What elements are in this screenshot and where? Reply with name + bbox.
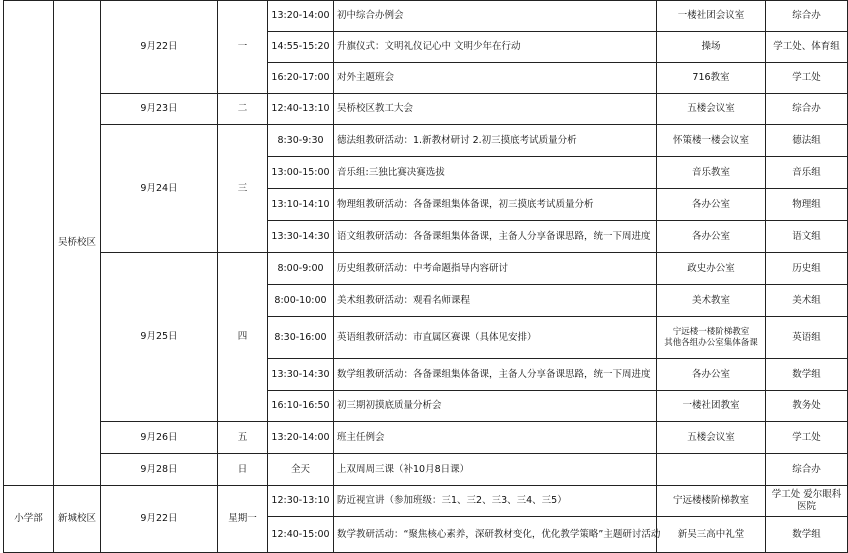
department-cell: 历史组 [766, 253, 848, 285]
time-cell: 16:10-16:50 [268, 391, 334, 422]
time-cell: 13:30-14:30 [268, 359, 334, 391]
content-cell: 初三期初摸底质量分析会 [334, 391, 657, 422]
content-cell: 德法组教研活动：1.新教材研讨 2.初三摸底考试质量分析 [334, 125, 657, 157]
location-cell: 各办公室 [657, 221, 766, 253]
weekday-cell: 四 [218, 253, 268, 422]
table-row [4, 1, 848, 32]
table-row [4, 454, 848, 486]
location-cell: 音乐教室 [657, 157, 766, 189]
time-cell: 16:20-17:00 [268, 63, 334, 94]
time-cell: 14:55-15:20 [268, 32, 334, 63]
time-cell: 13:00-15:00 [268, 157, 334, 189]
time-cell: 13:20-14:00 [268, 1, 334, 32]
location-cell: 新吴三高中礼堂 [657, 517, 766, 553]
location-cell: 五楼会议室 [657, 94, 766, 125]
time-cell: 13:10-14:10 [268, 189, 334, 221]
date-cell: 9月25日 [101, 253, 218, 422]
date-cell: 9月22日 [101, 486, 218, 553]
department-cell: 数学组 [766, 517, 848, 553]
time-cell: 8:00-10:00 [268, 285, 334, 317]
content-cell: 升旗仪式：文明礼仪记心中 文明少年在行动 [334, 32, 657, 63]
department-cell: 学工处、体育组 [766, 32, 848, 63]
content-cell: 物理组教研活动：各备课组集体备课，初三摸底考试质量分析 [334, 189, 657, 221]
unit-cell [4, 1, 54, 486]
location-cell: 政史办公室 [657, 253, 766, 285]
content-cell: 数学教研活动：“聚焦核心素养，深研教材变化，优化教学策略”主题研讨活动 [334, 517, 657, 553]
date-cell: 9月22日 [101, 1, 218, 94]
time-cell: 13:30-14:30 [268, 221, 334, 253]
time-cell: 8:00-9:00 [268, 253, 334, 285]
location-cell: 操场 [657, 32, 766, 63]
department-cell: 美术组 [766, 285, 848, 317]
location-cell: 716教室 [657, 63, 766, 94]
department-cell: 德法组 [766, 125, 848, 157]
schedule-sheet [3, 0, 842, 553]
weekday-cell: 三 [218, 125, 268, 253]
department-cell: 英语组 [766, 317, 848, 359]
time-cell: 8:30-16:00 [268, 317, 334, 359]
content-cell: 初中综合办例会 [334, 1, 657, 32]
department-cell: 数学组 [766, 359, 848, 391]
department-cell: 语文组 [766, 221, 848, 253]
weekday-cell: 二 [218, 94, 268, 125]
location-cell: 宁远楼楼阶梯教室 [657, 486, 766, 517]
location-cell: 宁远楼一楼阶梯教室 其他各组办公室集体备课 [657, 317, 766, 359]
table-row [4, 486, 848, 517]
department-cell: 学工处 [766, 63, 848, 94]
location-cell: 美术教室 [657, 285, 766, 317]
location-cell: 一楼社团教室 [657, 391, 766, 422]
department-cell: 物理组 [766, 189, 848, 221]
table-row [4, 253, 848, 285]
date-cell: 9月26日 [101, 422, 218, 454]
location-cell: 各办公室 [657, 189, 766, 221]
content-cell: 上双周周三课（补10月8日课） [334, 454, 657, 486]
weekday-cell: 五 [218, 422, 268, 454]
content-cell: 吴桥校区教工大会 [334, 94, 657, 125]
content-cell: 数学组教研活动：各备课组集体备课，主备人分享备课思路，统一下周进度 [334, 359, 657, 391]
date-cell: 9月24日 [101, 125, 218, 253]
schedule-table [3, 0, 848, 553]
location-cell: 各办公室 [657, 359, 766, 391]
department-cell: 学工处 爱尔眼科医院 [766, 486, 848, 517]
time-cell: 全天 [268, 454, 334, 486]
weekday-cell: 一 [218, 1, 268, 94]
department-cell: 综合办 [766, 454, 848, 486]
location-cell [657, 454, 766, 486]
time-cell: 12:40-15:00 [268, 517, 334, 553]
unit-cell: 小学部 [4, 486, 54, 553]
campus-cell: 新城校区 [54, 486, 101, 553]
content-cell: 对外主题班会 [334, 63, 657, 94]
weekday-cell: 日 [218, 454, 268, 486]
campus-cell: 吴桥校区 [54, 1, 101, 486]
department-cell: 学工处 [766, 422, 848, 454]
table-row [4, 94, 848, 125]
department-cell: 教务处 [766, 391, 848, 422]
date-cell: 9月23日 [101, 94, 218, 125]
department-cell: 综合办 [766, 94, 848, 125]
department-cell: 音乐组 [766, 157, 848, 189]
weekday-cell: 星期一 [218, 486, 268, 553]
content-cell: 美术组教研活动：观看名师课程 [334, 285, 657, 317]
time-cell: 12:30-13:10 [268, 486, 334, 517]
location-cell: 五楼会议室 [657, 422, 766, 454]
time-cell: 8:30-9:30 [268, 125, 334, 157]
time-cell: 12:40-13:10 [268, 94, 334, 125]
content-cell: 防近视宣讲（参加班级：三1、三2、三3、三4、三5） [334, 486, 657, 517]
table-row [4, 422, 848, 454]
location-cell: 一楼社团会议室 [657, 1, 766, 32]
time-cell: 13:20-14:00 [268, 422, 334, 454]
content-cell: 班主任例会 [334, 422, 657, 454]
content-cell: 英语组教研活动：市直属区赛课（具体见安排） [334, 317, 657, 359]
date-cell: 9月28日 [101, 454, 218, 486]
table-row [4, 125, 848, 157]
location-cell: 怀策楼一楼会议室 [657, 125, 766, 157]
content-cell: 历史组教研活动：中考命题指导内容研讨 [334, 253, 657, 285]
content-cell: 音乐组:三独比赛决赛选拔 [334, 157, 657, 189]
content-cell: 语文组教研活动：各备课组集体备课，主备人分享备课思路，统一下周进度 [334, 221, 657, 253]
department-cell: 综合办 [766, 1, 848, 32]
